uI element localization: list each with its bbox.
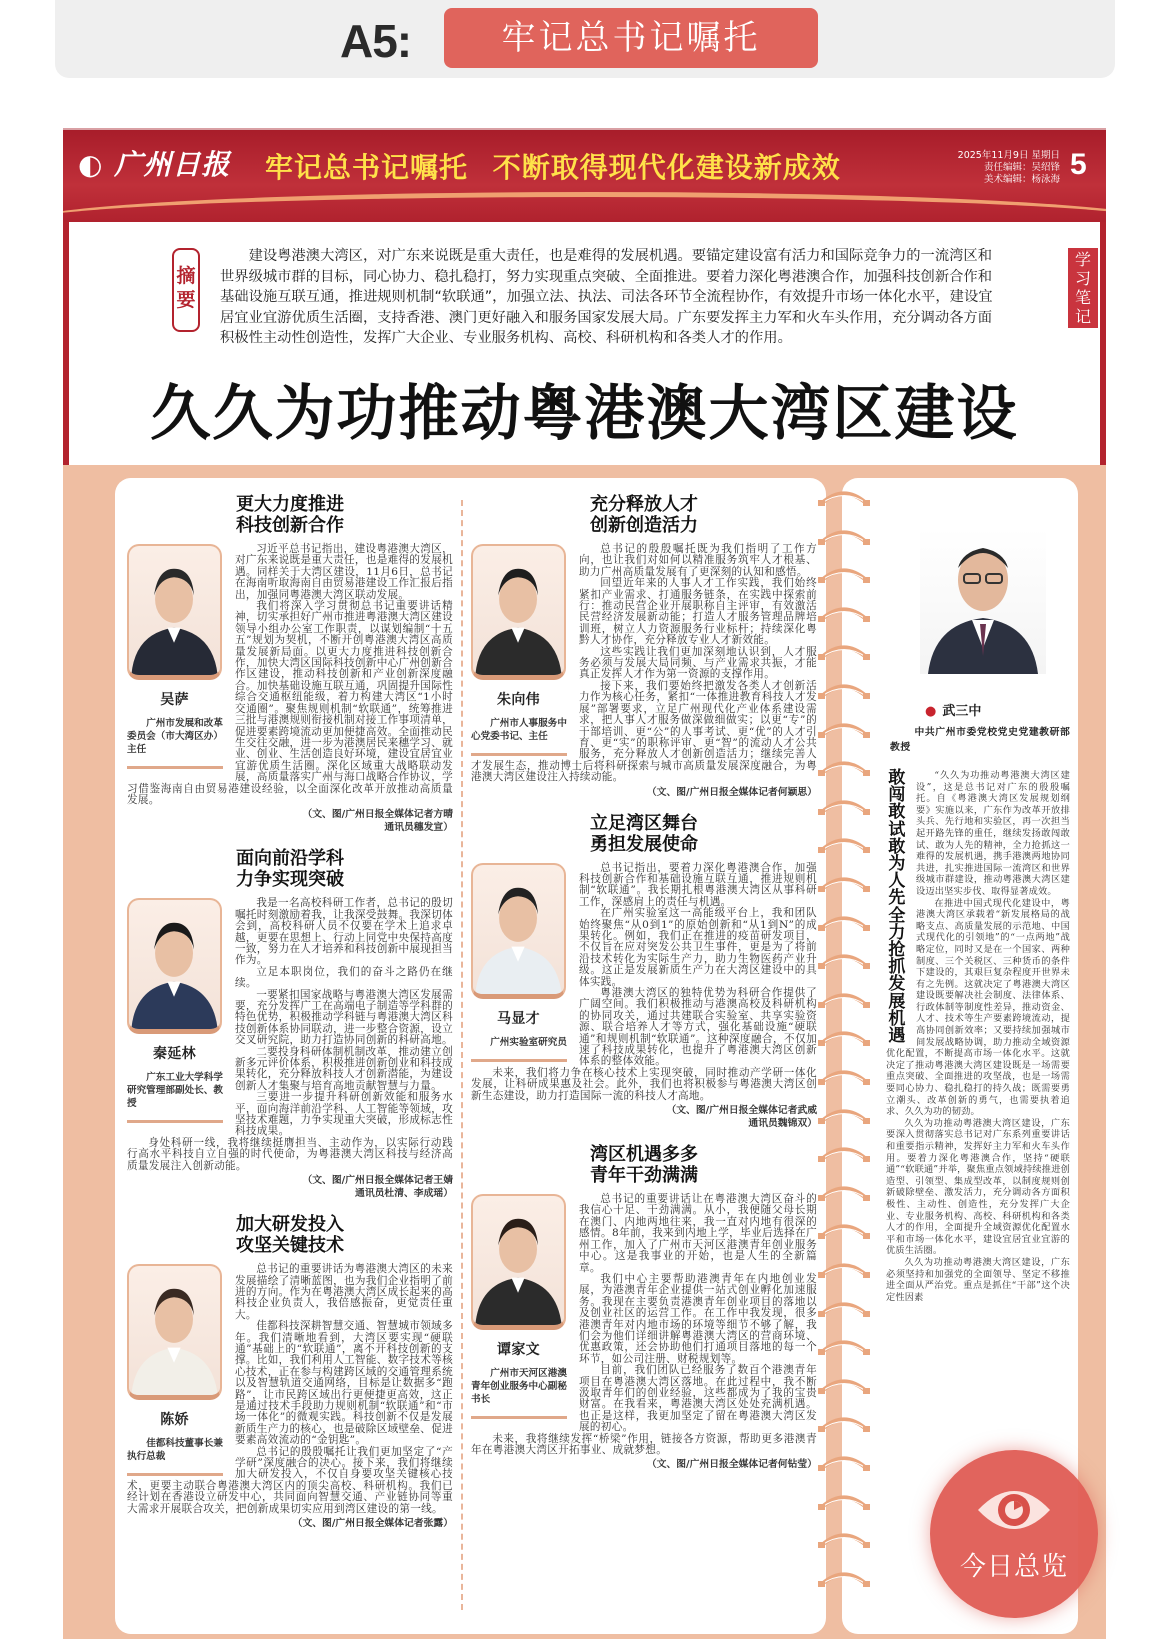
- spiral-ring: [818, 488, 870, 506]
- article-body: [471, 1194, 817, 1471]
- logo-text: 广州日报: [114, 148, 231, 181]
- person-role: 广州市天河区港澳青年创业服务中心副秘书长: [471, 1368, 567, 1406]
- expert-portrait: [920, 528, 1046, 674]
- article-body: [127, 544, 453, 834]
- article-paragraph: 习近平总书记指出，建设粤港澳大湾区，对广东来说既是重大责任，也是难得的发展机遇。同样关于大湾区建设，11月6日，总书记在海南听取海南自由贸易港建设工作汇报后指出，加强同粤港澳大湾区联动发展。: [235, 543, 453, 601]
- person-caption: [471, 1194, 568, 1419]
- spiral-ring: [818, 1260, 870, 1278]
- article-title-line: 创新创造活力: [590, 515, 698, 536]
- spiral-ring: [818, 835, 870, 853]
- expert-name-text: 武三中: [942, 704, 982, 719]
- spiral-ring: [818, 1492, 870, 1510]
- person-name: 陈娇: [160, 1412, 189, 1429]
- art-editor: 美术编辑：杨泳海: [983, 174, 1060, 185]
- article-title: [127, 1214, 453, 1256]
- article-title: [471, 813, 817, 855]
- spiral-ring: [818, 1299, 870, 1317]
- article-paragraph: 总书记的殷殷嘱托既为我们指明了工作方向，也让我们对如何以精准服务筑牢人才根基、助力广州高质量发展有了更深刻的认知和感悟。: [579, 543, 817, 578]
- article-paragraph: 身处科研一线，我将继续挺膺担当、主动作为，以实际行动践行高水平科技自立自强的时代使命，为粤港澳大湾区科技与经济高质量发展注入创新动能。: [127, 1136, 453, 1172]
- person-caption: [127, 544, 224, 769]
- byline-line: （文、图/广州日报全媒体记者何颖思）: [646, 786, 817, 798]
- interview-column-left: [127, 494, 453, 1544]
- byline-line: （文、图/广州日报全媒体记者王婧: [302, 1175, 453, 1187]
- spiral-ring: [818, 913, 870, 931]
- article-paragraph: 粤港澳大湾区的独特优势为科研合作提供了广阔空间。我们积极推动与港澳高校及科研机构的协同攻关，通过共建联合实验室、共享实验资源、联合培养人才等方式，强化基础设施“硬联通”和规则机制“软联通”。这种深度融合，不仅加速了科技成果转化，也提升了粤港澳大湾区创新体系的整体效能。: [579, 987, 817, 1068]
- article-body: [471, 544, 817, 799]
- byline-line: （文、图/广州日报全媒体记者张露）: [292, 1518, 453, 1530]
- article-paragraph: 立足本职岗位，我们的奋斗之路仍在继续。: [235, 965, 453, 990]
- caption-divider: [471, 753, 567, 756]
- article-title-line: 勇担发展使命: [590, 833, 698, 855]
- article-title-line: 加大研发投入: [236, 1214, 344, 1236]
- today-overview-label: 今日总览: [959, 1552, 1068, 1582]
- article-title: [471, 494, 817, 536]
- byline-line: （文、图/广州日报全媒体记者武威: [666, 1105, 817, 1117]
- commentary-paragraph: 久久为功推动粤港澳大湾区建设，广东必须坚持和加强党的全面领导、坚定不移推进全面从严治党。重点是抓住“干部”这个决定性因素: [886, 1256, 1070, 1303]
- caption-divider: [127, 1120, 223, 1123]
- commentary-body: [886, 770, 1070, 1303]
- spiral-ring: [818, 565, 870, 583]
- byline-line: 通讯员魏锦双）: [748, 1118, 817, 1130]
- interview-article: [127, 494, 453, 834]
- article-paragraph: 总书记的殷殷嘱托让我们更加坚定了“产学研”深度融合的决心。接下来，我们将继续加大研发投入，不仅自身要攻坚关键核心技术，更要主动联合粤港澳大湾区内的顶尖高校、科研机构。我们已经计划在香港设立研发中心，共同面向智慧交通、产业链协同等重大需求开展联合攻关，把创新成果切实应用到湾区建设的第一线。: [127, 1445, 453, 1515]
- caption-divider: [127, 1473, 223, 1476]
- commentary-paragraph: “久久为功推动粤港澳大湾区建设”，这是总书记对广东的殷殷嘱托。自《粤港澳大湾区发展规划纲要》实施以来，广东作为改革开放排头兵、先行地和实验区，再一次担当起开路先锋的重任，继续发扬敢闯敢试、敢为人先的精神，全力抢抓这一难得的发展机遇，携手港澳两地协同共进，扎实推进国际一流湾区和世界级城市群建设，推动粤港澳大湾区建设迈出坚实步伐、取得显著成效。: [916, 770, 1070, 897]
- interview-article: [471, 813, 817, 1131]
- spiral-ring: [818, 1530, 870, 1548]
- bullet-icon: ●: [925, 704, 937, 719]
- byline-line: 通讯员穗发宣）: [384, 822, 453, 834]
- abstract-label-text: 摘要: [176, 265, 196, 311]
- column-divider: [461, 500, 463, 1610]
- article-title-line: 青年干劲满满: [590, 1165, 698, 1187]
- summary-text: 建设粤港澳大湾区，对广东来说既是重大责任，也是难得的发展机遇。要锚定建设富有活力和国际竞争力的一流湾区和世界级城市群的目标，同心协力、稳扎稳打，努力实现重点突破、全面推进。要着力深化粤港澳合作，加强科技创新合作和基础设施互联互通，推进规则机制“软联通”，加强立法、执法、司法各环节全流程协作，有效提升市场一体化水平，建设宜居宜业宜游优质生活圈，支持香港、澳门更好融入和服务国家发展大局。广东要发挥主力军和火车头作用，充分调动各方面积极性主动性创造性，发挥广大企业、专业服务机构、高校、科研机构和各类人才的作用。: [220, 248, 993, 347]
- article-paragraph: 二要投身科研体制机制改革，推动建立创新多元评价体系，积极推进创新创业和科技成果转化，充分释放科技人才创新潜能，为建设创新人才集聚与培育高地贡献智慧与力量。: [235, 1045, 453, 1092]
- article-paragraph: 我们将深入学习贯彻总书记重要讲话精神，切实承担好广州市推进粤港澳大湾区建设领导小组办公室工作职责，以谋划编制“十五五”规划为契机，不断开创粤港澳大湾区高质量发展新局面。以更大力度推进科技创新合作，加快大湾区国际科技创新中心广州创新合作区建设，推动科技创新和产业创新深度融合。加快基础设施互联互通，巩固提升国际性综合交通枢纽能级，着力构建大湾区“1小时交通圈”。聚焦规则机制“软联通”，统筹推进三批与港澳规则衔接机制对接工作事项清单，促进要素跨境流动更加便捷高效。全面推动民生交往交融，进一步为港澳居民来穗学习、就业、创业、生活创造良好环境，建设宜居宜业宜游优质生活圈。深化区域重大战略联动发展，高质量落实广州与海口战略合作协议，学习借鉴海南自由贸易港建设经验，以全面深化改革开放推动高质量发展。: [127, 600, 453, 806]
- spiral-ring: [818, 1106, 870, 1124]
- spiral-ring: [818, 1376, 870, 1394]
- spiral-ring: [818, 797, 870, 815]
- spiral-ring: [818, 1144, 870, 1162]
- spiral-ring: [818, 874, 870, 892]
- spiral-ring: [818, 951, 870, 969]
- person-name: 秦延林: [153, 1046, 196, 1063]
- spiral-ring: [818, 1028, 870, 1046]
- spiral-ring: [818, 1183, 870, 1201]
- spiral-ring: [818, 1067, 870, 1085]
- editor: 责任编辑：吴绍锋: [983, 162, 1060, 173]
- commentary-paragraph: 久久为功推动粤港澳大湾区建设，广东要深入贯彻落实总书记对广东系列重要讲话和重要指示精神，发挥好主力军和火车头作用。要着力深化粤港澳合作，坚持“硬联通”“软联通”并举，聚焦重点领域持续推进创造型、引领型、集成型改革，以制度规则创新破除壁垒、激发活力，充分调动各方面积极性、主动性、创造性，充分发挥广大企业、专业服务机构、高校、科研机构和各类人才的作用，全面提升全域资源优化配置水平和市场一体化水平，建设宜居宜业宜游的优质生活圈。: [886, 1117, 1070, 1257]
- spiral-ring: [818, 1337, 870, 1355]
- article-byline: [471, 786, 817, 799]
- person-role: 广州实验室研究员: [490, 1036, 567, 1048]
- spiral-ring: [818, 1569, 870, 1587]
- interview-article: [127, 848, 453, 1200]
- eye-icon: [976, 1480, 1052, 1540]
- portrait-photo: [127, 898, 222, 1034]
- person-caption: [471, 863, 568, 1062]
- article-paragraph: 总书记指出，要着力深化粤港澳合作，加强科技创新合作和基础设施互联互通，推进规则机制“软联通”。我长期扎根粤港澳大湾区从事科研工作，深感肩上的责任与机遇。: [579, 861, 817, 908]
- study-notes-text: 学习笔记: [1074, 250, 1091, 326]
- spiral-ring: [818, 720, 870, 738]
- page-banner-title: 牢记总书记嘱托 不断取得现代化建设新成效: [265, 151, 841, 184]
- spiral-ring: [818, 1414, 870, 1432]
- page-number: 5: [1070, 148, 1087, 181]
- article-body: [127, 1264, 453, 1530]
- article-title: [127, 848, 453, 890]
- article-paragraph: 我们中心主要帮助港澳青年在内地创业发展，为港澳青年企业提供一站式创业孵化加速服务。我现在主要负责港澳青年创业项目的落地以及创业社区的运营工作。在工作中我发现，很多港澳青年对内地市场的环境等细节不够了解，我们会为他们详细讲解粤港澳大湾区的营商环境、优惠政策，还会协助他们打通项目落地的每一个环节，如公司注册、财税规划等。: [579, 1272, 817, 1365]
- person-role: 广州市发展和改革委员会（市大湾区办）主任: [127, 718, 223, 755]
- person-name: 吴萨: [160, 692, 189, 708]
- caption-divider: [471, 1416, 567, 1419]
- spiral-ring: [818, 604, 870, 622]
- person-role: 佳都科技董事长兼执行总裁: [127, 1438, 223, 1463]
- edition-info: [930, 150, 1060, 186]
- article-title-line: 湾区机遇多多: [590, 1144, 698, 1166]
- article-paragraph: 总书记的重要讲话让在粤港澳大湾区奋斗的我信心十足、干劲满满。从小，我便随父母长期在澳门、内地两地往来，我一直对内地有很深的感情。8年前，我来到内地上学，毕业后选择在广州工作，加入了广州市天河区港澳青年创业服务中心。这是我事业的开始，也是人生的全新篇章。: [579, 1193, 817, 1274]
- article-paragraph: 回望近年来的人事人才工作实践，我们始终紧扣产业需求、打通服务链条，在实践中探索前行：推动民营企业开展职称自主评审，有效激活民营经济发展新动能；打造人才服务管理品牌培训班，树立人力资源服务行业标杆；持续深化粤黔人才协作，充分释放专业人才新效能。: [579, 577, 817, 647]
- article-title-line: 更大力度推进: [236, 494, 344, 515]
- article-title-line: 立足湾区舞台: [590, 812, 698, 834]
- expert-name: [925, 700, 981, 719]
- interview-article: [471, 1144, 817, 1471]
- section-selector-button[interactable]: 牢记总书记嘱托: [444, 8, 818, 68]
- article-title-line: 科技创新合作: [236, 515, 344, 536]
- person-name: 谭家文: [497, 1342, 540, 1359]
- spiral-ring: [818, 642, 870, 660]
- spiral-ring: [818, 758, 870, 776]
- article-paragraph: 未来，我将继续发挥“桥梁”作用，链接各方资源，帮助更多港澳青年在粤港澳大湾区开拓事业、成就梦想。: [471, 1432, 817, 1456]
- portrait-photo: [471, 1194, 566, 1330]
- article-paragraph: 佳都科技深耕智慧交通、智慧城市领域多年。我们清晰地看到，大湾区要实现“硬联通”基础上的“软联通”，离不开科技创新的支撑。比如，我们利用人工智能、数字技术等核心技术，正在参与构建跨区域的交通管理系统以及智慧轨道交通网络，目标是让数据多“跑路”，让市民跨区域出行更便捷更高效，这正是通过技术手段助力规则机制“软联通”和“市场一体化”的微观实践。科技创新不仅是发展新质生产力的核心，也是破除区域壁垒、促进要素高效流动的“金钥匙”。: [235, 1320, 453, 1447]
- interview-article: [471, 494, 817, 799]
- byline-line: （文、图/广州日报全媒体记者方晴: [302, 809, 453, 821]
- article-byline: [127, 808, 453, 834]
- article-paragraph: 接下来，我们要始终把激发各类人才创新活力作为核心任务，紧扣“一体推进教育科技人才发展”部署要求，立足广州现代化产业体系建设需求，把人事人才服务做深做细做实；以更“专”的干部培训、更“公”的人事考试、更“优”的人才引育、更“实”的职称评审、更“智”的流动人才公共服务，充分释放人才创新创造活力；继续完善人才发展生态，推动博士后将科研探索与城市高质量发展深度融合，为粤港澳大湾区建设注入持续动能。: [471, 679, 817, 784]
- article-paragraph: 目前，我们团队已经服务了数百个港澳青年项目在粤港澳大湾区落地。在此过程中，我不断汲取青年们的创业经验，这些都成为了我的宝贵财富。在我看来，粤港澳大湾区处处充满机遇。也正是这样，我更加坚定了留在粤港澳大湾区发展的初心。: [579, 1364, 817, 1434]
- article-body: [127, 898, 453, 1200]
- portrait-photo: [471, 863, 566, 999]
- article-paragraph: 这些实践让我们更加深刻地认识到，人才服务必须与发展大局同频、与产业需求共振，才能真正发挥人才作为第一资源的支撑作用。: [579, 645, 817, 681]
- spiral-ring: [818, 990, 870, 1008]
- expert-role: 中共广州市委党校党史党建教研部教授: [890, 727, 1071, 753]
- article-paragraph: 在广州实验室这一高能级平台上，我和团队始终聚焦“从0到1”的原始创新和“从1到N”的成果转化。例如，我们正在推进的疫苗研发项目，不仅旨在应对突发公共卫生事件，更是为了将前沿技术转化为实际生产力，助力生物医药产业升级。这正是发展新质生产力在大湾区建设中的具体实践。: [579, 907, 817, 988]
- article-paragraph: 我是一名高校科研工作者，总书记的殷切嘱托时刻激励着我，让我深受鼓舞。我深切体会到，高校科研人员不仅要在学术上追求卓越，更要在思想上、行动上同党中央保持高度一致，努力在人才培养和科技创新中展现担当作为。: [235, 897, 453, 967]
- spiral-ring: [818, 527, 870, 545]
- article-title-line: 力争实现突破: [236, 869, 344, 891]
- person-role: 广州市人事服务中心党委书记、主任: [471, 718, 567, 742]
- caption-divider: [127, 766, 223, 769]
- spiral-ring: [818, 1221, 870, 1239]
- article-byline: [127, 1174, 453, 1200]
- caption-divider: [471, 1059, 567, 1062]
- person-caption: [127, 1264, 224, 1476]
- article-title-line: 面向前沿学科: [236, 848, 344, 870]
- portrait-photo: [471, 544, 566, 680]
- person-role: 广东工业大学科学研究管理部副处长、教授: [127, 1072, 223, 1110]
- abstract-label: [172, 248, 200, 332]
- article-title-line: 充分释放人才: [590, 494, 698, 515]
- spiral-ring: [818, 1453, 870, 1471]
- article-paragraph: 三要进一步提升科研创新效能和服务水平，面向海洋前沿学科、人工智能等领域，攻坚技术难题，力争实现重大突破，形成标志性科技成果。: [235, 1091, 453, 1138]
- commentary-headline: 敢闯敢试 敢为人先 全力抢抓发展机遇: [888, 768, 923, 1047]
- byline-line: 通讯员杜清、李成瑶）: [355, 1188, 453, 1200]
- person-caption: [471, 544, 568, 756]
- portrait-photo: [127, 1264, 222, 1400]
- newspaper-logo: ◐ 广州日报: [78, 148, 231, 181]
- article-title: [127, 494, 453, 536]
- article-title: [471, 1144, 817, 1186]
- article-paragraph: 一要紧扣国家战略与粤港澳大湾区发展需要，充分发挥广工在高端电子制造等学科群的特色优势，积极推动学科链与粤港澳大湾区科技创新体系协同联动，进一步整合资源，设立交叉研究院，助力打造协同创新的科研高地。: [235, 988, 453, 1047]
- article-body: [471, 863, 817, 1131]
- main-headline: 久久为功推动粤港澳大湾区建设: [150, 379, 1019, 449]
- interview-column-middle: [471, 494, 817, 1485]
- article-byline: [127, 1517, 453, 1530]
- page-code: A5:: [340, 15, 412, 67]
- article-byline: [471, 1104, 817, 1130]
- portrait-photo: [127, 544, 222, 680]
- article-paragraph: 总书记的重要讲话为粤港澳大湾区的未来发展描绘了清晰蓝图，也为我们企业指明了前进的方向。作为在粤港澳大湾区成长起来的高科技企业负责人，我倍感振奋，更觉责任重大。: [235, 1263, 453, 1321]
- article-byline: [471, 1458, 817, 1471]
- today-overview-button[interactable]: [930, 1450, 1098, 1618]
- article-paragraph: 未来，我们将力争在核心技术上实现突破，同时推动产学研一体化发展，让科研成果惠及社会。此外，我们也将积极参与粤港澳大湾区创新生态建设，助力打造国际一流的科技人才高地。: [471, 1066, 817, 1102]
- commentary-paragraph: 在推进中国式现代化建设中，粤港澳大湾区承载着“新发展格局的战略支点、高质量发展的示范地、中国式现代化的引领地”的“一点两地”战略定位，同时又是在一个国家、两种制度、三个关税区、三种货币的条件下建设的，其艰巨复杂程度开世界未有之先例。这就决定了粤港澳大湾区建设既要解决社会制度、法律体系、行政体制等制度性差异，推动资金、人才、技术等生产要素跨境流动，提高协同创新效率；又要持续加强城市间发展战略协调，助力推动全域资源优化配置，不断提高市场一体化水平。这就决定了推动粤港澳大湾区建设既是一场需要重点突破、全面推进的攻坚战，也是一场需要同心协力、稳扎稳打的持久战；既需要勇立潮头、改革创新的勇气，也需要执着追求、久久为功的韧劲。: [886, 897, 1070, 1118]
- study-notes-tab: [1068, 248, 1098, 328]
- person-name: 马显才: [497, 1010, 540, 1027]
- person-name: 朱向伟: [497, 692, 540, 708]
- interview-article: [127, 1214, 453, 1530]
- issue-date: 2025年11月9日 星期日: [957, 150, 1060, 161]
- spiral-ring: [818, 681, 870, 699]
- byline-line: （文、图/广州日报全媒体记者何钻莹）: [646, 1459, 817, 1471]
- article-title-line: 攻坚关键技术: [236, 1235, 344, 1257]
- person-caption: [127, 898, 224, 1123]
